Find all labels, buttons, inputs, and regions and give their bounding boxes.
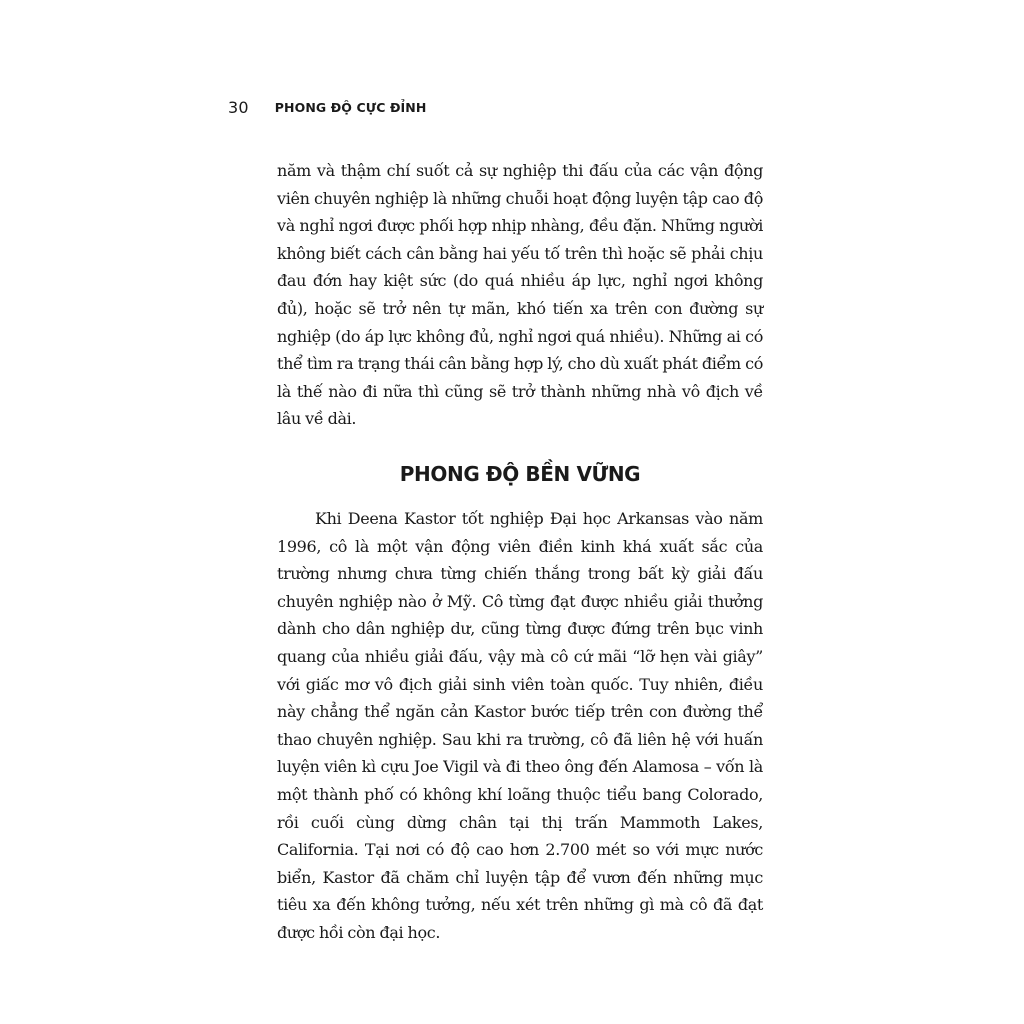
running-head	[228, 96, 426, 118]
body-paragraph: năm và thậm chí suốt cả sự nghiệp thi đấu của các vận động viên chuyên nghiệp là những chuỗi hoạt động luyện tập cao độ và nghỉ ngơi được phối hợp nhịp nhàng, đều đặn. Những người không biết cách cân bằng hai yếu tố trên thì hoặc sẽ phải chịu đau đớn hay kiệt sức (do quá nhiều áp lực, nghỉ ngơi không đủ), hoặc sẽ trở nên tự mãn, khó tiến xa trên con đường sự nghiệp (do áp lực không đủ, nghỉ ngơi quá nhiều). Những ai có thể tìm ra trạng thái cân bằng hợp lý, cho dù xuất phát điểm có là thế nào đi nữa thì cũng sẽ trở thành những nhà vô địch về lâu về dài.	[277, 161, 763, 429]
book-title: PHONG ĐỘ CỰC ĐỈNH	[274, 99, 427, 115]
section-heading: PHONG ĐỘ BỀN VỮNG	[399, 462, 641, 486]
page-number: 30	[228, 97, 249, 117]
body-paragraph: Khi Deena Kastor tốt nghiệp Đại học Arkansas vào năm 1996, cô là một vận động viên điền kinh khá xuất sắc của trường nhưng chưa từng chiến thắng trong bất kỳ giải đấu chuyên nghiệp nào ở Mỹ. Cô từng đạt được nhiều giải thưởng dành cho dân nghiệp dư, cũng từng được đứng trên bục vinh quang của nhiều giải đấu, vậy mà cô cứ mãi “lỡ hẹn vài giây” với giấc mơ vô địch giải sinh viên toàn quốc. Tuy nhiên, điều này chẳng thể ngăn cản Kastor bước tiếp trên con đường thể thao chuyên nghiệp. Sau khi ra trường, cô đã liên hệ với huấn luyện viên kì cựu Joe Vigil và đi theo ông đến Alamosa – vốn là một thành phố có không khí loãng thuộc tiểu bang Colorado, rồi cuối cùng dừng chân tại thị trấn Mammoth Lakes, California. Tại nơi có độ cao hơn 2.700 mét so với mực nước biển, Kastor đã chăm chỉ luyện tập để vươn đến những mục tiêu xa đến không tưởng, nếu xét trên những gì mà cô đã đạt được hồi còn đại học.	[277, 509, 763, 942]
